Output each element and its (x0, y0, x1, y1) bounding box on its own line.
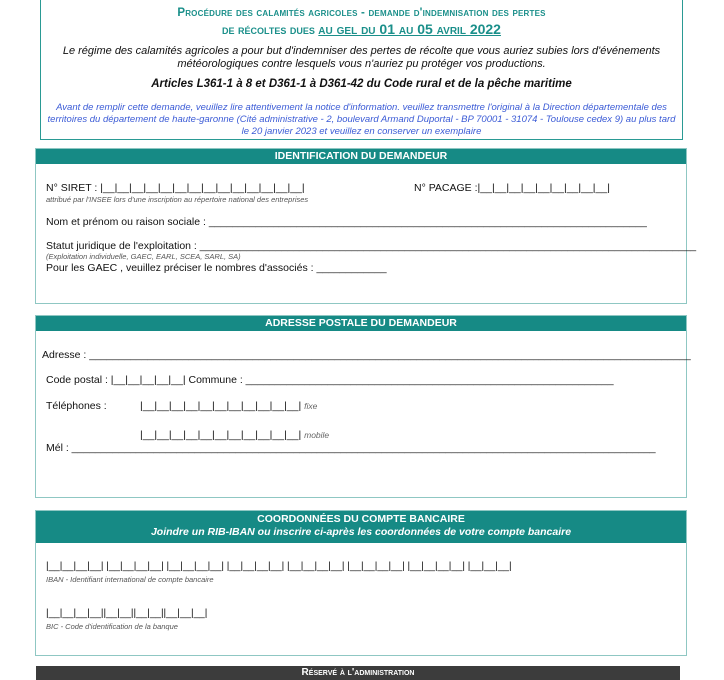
gaec-input-line[interactable]: ____________ (316, 262, 387, 274)
form-notice: Avant de remplir cette demande, veuillez lire attentivement la notice d'information. veuillez transmettre l'original à la Direction départementale des territoires du département de haute-garonne (Cité administrative - 2, boulevard Armand Duportal - BP 70001 - 31074 - Toulouse cedex 9) au plus tard le 20 janvier 2023 et veuillez en conserver un exemplaire (47, 102, 676, 137)
address-field[interactable] (42, 349, 691, 361)
bank-section (35, 510, 687, 656)
siret-label: N° SIRET : (46, 182, 101, 194)
address-section (35, 315, 691, 498)
pacage-field[interactable] (414, 182, 610, 194)
name-label: Nom et prénom ou raison sociale : (46, 216, 209, 228)
bic-note: BIC - Code d'identification de la banque (46, 622, 178, 631)
address-input-line[interactable]: _______________________________________________________________________________________________________ (89, 349, 691, 361)
iban-boxes[interactable]: |__|__|__|__| |__|__|__|__| |__|__|__|__| |__|__|__|__| |__|__|__|__| |__|__|__|__| |__|__|__|__| |__|__|__| (46, 561, 512, 572)
form-title-prefix: de récoltes dues (222, 23, 319, 37)
phone-fixed-boxes[interactable]: |__|__|__|__|__|__|__|__|__|__|__| (140, 400, 302, 412)
mail-field[interactable] (46, 442, 656, 454)
mail-input-line[interactable]: ____________________________________________________________________________________________________ (71, 442, 656, 454)
postal-commune-field[interactable] (46, 374, 614, 386)
commune-input-line[interactable]: _______________________________________________________________ (245, 374, 614, 386)
pacage-boxes[interactable]: |__|__|__|__|__|__|__|__|__| (477, 182, 610, 194)
form-title-dates: au gel du 01 au 05 avril 2022 (318, 21, 501, 37)
form-header (40, 0, 683, 140)
phone-mobile-field[interactable] (140, 429, 329, 441)
phone-label: Téléphones : (46, 400, 107, 412)
siret-boxes[interactable]: |__|__|__|__|__|__|__|__|__|__|__|__|__|__| (100, 182, 305, 194)
identification-title: IDENTIFICATION DU DEMANDEUR (36, 149, 686, 164)
gaec-field[interactable] (46, 262, 387, 274)
siret-field[interactable] (46, 182, 305, 194)
bank-header (36, 511, 686, 543)
postal-label: Code postal : (46, 374, 111, 386)
commune-label: Commune : (185, 374, 246, 386)
address-title: ADRESSE POSTALE DU DEMANDEUR (36, 316, 686, 331)
status-field[interactable] (46, 240, 696, 252)
status-note: (Exploitation individuelle, GAEC, EARL, SCEA, SARL, SA) (46, 252, 241, 261)
admin-section-title: Réservé à l'administration (36, 666, 680, 680)
form-title-line1: Procédure des calamités agricoles - demande d'indemnisation des pertes (177, 7, 546, 19)
name-field[interactable] (46, 216, 647, 228)
phone-fixed-hint: fixe (304, 401, 318, 411)
form-intro: Le régime des calamités agricoles a pour but d'indemniser des pertes de récolte que vous auriez subies lors d'événements météorologiques contre lesquels vous n'auriez pu protéger vos productions. (62, 45, 661, 70)
iban-note: IBAN - Identifiant international de compte bancaire (46, 575, 214, 584)
siret-note: attribué par l'INSEE lors d'une inscription au répertoire national des entreprises (46, 195, 309, 204)
phone-fixed-field[interactable] (140, 400, 317, 412)
gaec-label: Pour les GAEC , veuillez préciser le nombres d'associés : (46, 262, 317, 274)
identification-section (35, 148, 697, 304)
phone-mobile-boxes[interactable]: |__|__|__|__|__|__|__|__|__|__|__| (140, 429, 302, 441)
form-legal-articles: Articles L361-1 à 8 et D361-1 à D361-42 du Code rural et de la pêche maritime (151, 78, 572, 90)
name-input-line[interactable]: ___________________________________________________________________________ (208, 216, 647, 228)
bic-boxes[interactable]: |__|__|__|__||__|__||__|__||__|__|__| (46, 608, 208, 619)
status-label: Statut juridique de l'exploitation : (46, 240, 200, 252)
phone-mobile-hint: mobile (304, 430, 330, 440)
form-title-line2 (41, 21, 682, 37)
status-input-line[interactable]: _____________________________________________________________________________________ (199, 240, 697, 252)
bank-subtitle: Joindre un RIB-IBAN ou inscrire ci-après les coordonnées de votre compte bancaire (150, 526, 572, 538)
bank-title: COORDONNÉES DU COMPTE BANCAIRE (257, 513, 465, 525)
postal-boxes[interactable]: |__|__|__|__|__| (110, 374, 186, 386)
address-label: Adresse : (42, 349, 90, 361)
mail-label: Mél : (46, 442, 72, 454)
pacage-label: N° PACAGE : (414, 182, 478, 194)
